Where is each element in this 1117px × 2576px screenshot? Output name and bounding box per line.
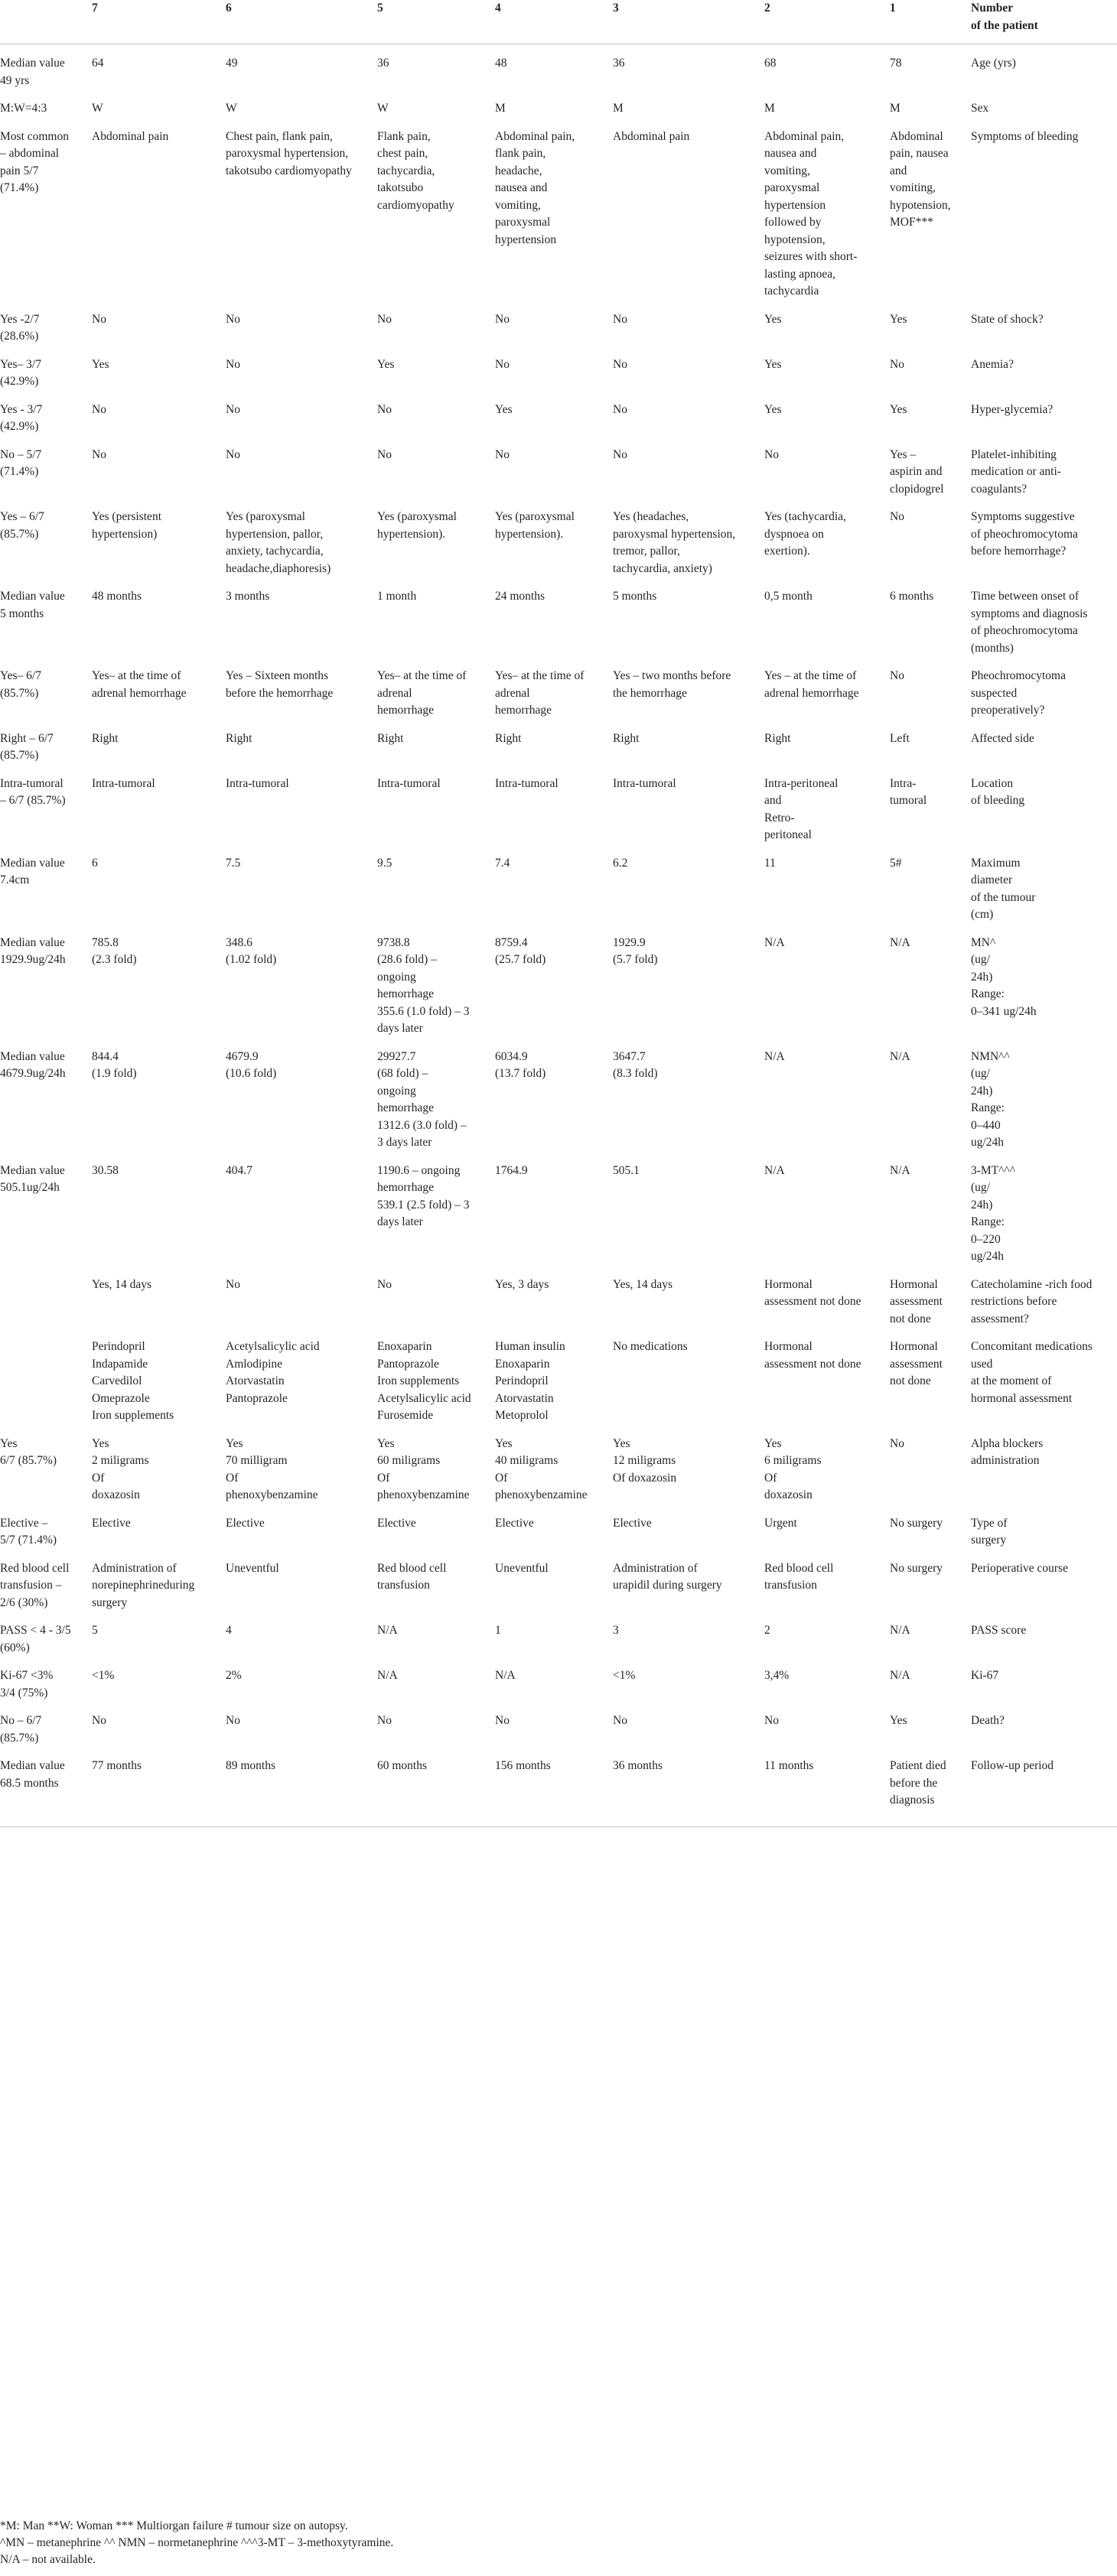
- table-row: [0, 851, 1117, 930]
- patient-value-cell: Yes, 14 days: [92, 1277, 152, 1291]
- patient-value-cell: <1%: [613, 1669, 636, 1682]
- patient-value-cell: 1 month: [377, 590, 417, 603]
- footnotes: [0, 2518, 1117, 2568]
- patient-value-cell: 36 months: [613, 1753, 764, 1826]
- table-row: [0, 124, 1117, 307]
- patient-value-cell: Yes (headaches, paroxysmal hypertension, tremor, pallor, tachycardia, anxiety): [613, 510, 736, 575]
- patient-value-cell: M: [613, 102, 624, 115]
- patient-value-cell: Right: [226, 731, 252, 745]
- header-cell: 6: [226, 0, 377, 44]
- patient-value-cell: 7.5: [226, 856, 241, 870]
- parameter-label-cell: Type of surgery: [971, 1516, 1008, 1547]
- summary-cell: Right – 6/7 (85.7%): [0, 731, 54, 762]
- summary-cell: Elective – 5/7 (71.4%): [0, 1516, 57, 1547]
- patient-value-cell: Yes 60 miligrams Of phenoxybenzamine: [377, 1436, 470, 1501]
- patient-value-cell: No: [92, 447, 106, 461]
- patient-value-cell: Yes 70 milligram Of phenoxybenzamine: [226, 1436, 318, 1501]
- table-header: [0, 0, 1117, 44]
- patient-value-cell: 4: [226, 1624, 232, 1637]
- parameter-label-cell: PASS score: [971, 1624, 1027, 1637]
- patient-value-cell: N/A: [764, 1163, 785, 1177]
- patient-value-cell: Enoxaparin Pantoprazole Iron supplements Acetylsalicylic acid Furosemide: [377, 1340, 471, 1422]
- patient-value-cell: Yes: [890, 1714, 907, 1727]
- summary-cell: Intra-tumoral – 6/7 (85.7%): [0, 776, 66, 807]
- summary-cell: M:W=4:3: [0, 102, 47, 115]
- patient-value-cell: No: [613, 402, 627, 416]
- patient-value-cell: 3: [613, 1624, 619, 1637]
- patient-value-cell: Abdominal pain: [613, 129, 690, 143]
- patient-value-cell: 77 months: [92, 1753, 226, 1826]
- patient-value-cell: N/A: [377, 1624, 398, 1637]
- footnote-not-available: N/A – not available.: [0, 2553, 96, 2566]
- patient-value-cell: Abdominal pain, nausea and vomiting, paroxysmal hypertension followed by hypotension, seizures with short- lasting apnoea, tachycardia: [764, 129, 858, 298]
- patient-value-cell: Uneventful: [226, 1561, 279, 1575]
- summary-cell: [0, 1272, 92, 1335]
- patient-value-cell: Yes 12 miligrams Of doxazosin: [613, 1436, 677, 1485]
- patient-value-cell: Intra-peritoneal and Retro- peritoneal: [764, 776, 839, 841]
- patient-value-cell: No: [890, 669, 904, 682]
- patient-value-cell: 6: [92, 856, 98, 870]
- patient-value-cell: Administration of urapidil during surgery: [613, 1561, 722, 1592]
- patient-value-cell: M: [890, 102, 900, 115]
- summary-cell: Yes– 3/7 (42.9%): [0, 357, 41, 388]
- parameter-label-cell: State of shock?: [971, 312, 1044, 326]
- patient-value-cell: Yes (paroxysmal hypertension, pallor, anxiety, tachycardia, headache,diaphoresis): [226, 510, 331, 575]
- patient-value-cell: No: [377, 312, 392, 326]
- header-cell: 5: [377, 0, 495, 44]
- patient-value-cell: No: [495, 312, 510, 326]
- summary-cell: Ki-67 <3% 3/4 (75%): [0, 1669, 54, 1699]
- parameter-label-cell: Maximum diameter of the tumour (cm): [971, 856, 1036, 921]
- parameter-label-cell: Pheochromocytoma suspected preoperatively?: [971, 669, 1066, 717]
- patient-value-cell: W: [377, 102, 389, 115]
- table-row: [0, 1753, 1117, 1826]
- patient-value-cell: No: [92, 1714, 106, 1727]
- header-row: [0, 0, 1117, 44]
- table-row: [0, 352, 1117, 397]
- patient-value-cell: Abdominal pain, flank pain, headache, nausea and vomiting, paroxysmal hypertension: [495, 129, 575, 246]
- patient-value-cell: 3,4%: [764, 1669, 790, 1682]
- patient-value-cell: M: [764, 102, 775, 115]
- patient-value-cell: 36: [613, 57, 625, 70]
- parameter-label-cell: Symptoms of bleeding: [971, 129, 1079, 143]
- patient-value-cell: N/A: [890, 935, 910, 949]
- patient-value-cell: Yes: [764, 357, 782, 371]
- patient-value-cell: No: [226, 447, 240, 461]
- summary-cell: Yes - 3/7 (42.9%): [0, 402, 43, 433]
- patient-value-cell: Right: [764, 731, 791, 745]
- header-cell: 1: [890, 0, 971, 44]
- parameter-label-cell: Follow-up period: [971, 1753, 1117, 1826]
- patient-value-cell: 5 months: [613, 590, 657, 603]
- patient-value-cell: No: [495, 447, 510, 461]
- patient-value-cell: 0,5 month: [764, 590, 813, 603]
- parameter-label-cell: Affected side: [971, 731, 1034, 745]
- patient-value-cell: Yes: [377, 357, 395, 371]
- patient-value-cell: 5: [92, 1624, 98, 1637]
- summary-cell: Median value 5 months: [0, 590, 65, 620]
- table-row: [0, 1663, 1117, 1708]
- header-cell: 2: [764, 0, 890, 44]
- parameter-label-cell: NMN^^ (ug/ 24h) Range: 0–440 ug/24h: [971, 1049, 1010, 1149]
- patient-value-cell: N/A: [764, 935, 785, 949]
- parameter-label-cell: Concomitant medications used at the moment of hormonal assessment: [971, 1340, 1093, 1405]
- patient-value-cell: Hormonal assessment not done: [890, 1277, 943, 1325]
- patient-value-cell: N/A: [890, 1049, 910, 1063]
- patient-value-cell: Right: [495, 731, 522, 745]
- patient-value-cell: Yes– at the time of adrenal hemorrhage: [377, 669, 467, 717]
- patient-value-cell: Human insulin Enoxaparin Perindopril Atorvastatin Metoprolol: [495, 1340, 565, 1422]
- patient-value-cell: Yes, 3 days: [495, 1277, 549, 1291]
- patient-value-cell: Intra- tumoral: [890, 776, 927, 807]
- table-row: [0, 1511, 1117, 1556]
- patient-value-cell: Yes – at the time of adrenal hemorrhage: [764, 669, 859, 700]
- patient-value-cell: Yes: [764, 312, 782, 326]
- patient-value-cell: 156 months: [495, 1753, 613, 1826]
- patient-value-cell: 2%: [226, 1669, 242, 1682]
- parameter-label-cell: Anemia?: [971, 357, 1014, 371]
- patient-value-cell: Right: [377, 731, 404, 745]
- patient-value-cell: Uneventful: [495, 1561, 549, 1575]
- summary-cell: PASS < 4 - 3/5 (60%): [0, 1624, 71, 1654]
- patient-value-cell: Intra-tumoral: [92, 776, 155, 790]
- summary-cell: Median value 49 yrs: [0, 57, 65, 87]
- summary-cell: Median value 1929.9ug/24h: [0, 935, 66, 966]
- table-row: [0, 397, 1117, 442]
- parameter-label-cell: Death?: [971, 1714, 1005, 1727]
- patient-value-cell: No: [377, 402, 392, 416]
- patient-value-cell: No: [613, 312, 627, 326]
- patient-value-cell: 6 months: [890, 590, 934, 603]
- patient-value-cell: Yes (paroxysmal hypertension).: [495, 510, 575, 541]
- patient-value-cell: Yes– at the time of adrenal hemorrhage: [495, 669, 585, 717]
- patient-value-cell: Yes, 14 days: [613, 1277, 673, 1291]
- footnote-metabolites: ^MN – metanephrine ^^ NMN – normetanephrine ^^^3-MT – 3-methoxytyramine.: [0, 2536, 394, 2549]
- patient-value-cell: No surgery: [890, 1561, 943, 1575]
- patient-value-cell: 24 months: [495, 590, 545, 603]
- patient-value-cell: No: [495, 357, 510, 371]
- table-row: [0, 1158, 1117, 1272]
- parameter-label-cell: 3-MT^^^ (ug/ 24h) Range: 0–220 ug/24h: [971, 1163, 1015, 1263]
- patient-value-cell: Yes – Sixteen months before the hemorrhage: [226, 669, 334, 700]
- patient-value-cell: 3647.7 (8.3 fold): [613, 1049, 658, 1080]
- table-row: [0, 1556, 1117, 1618]
- parameter-label-cell: Perioperative course: [971, 1561, 1068, 1575]
- patient-value-cell: N/A: [890, 1163, 910, 1177]
- patient-value-cell: Perindopril Indapamide Carvedilol Omeprazole Iron supplements: [92, 1340, 174, 1422]
- patient-value-cell: 6034.9 (13.7 fold): [495, 1049, 546, 1080]
- header-cell-summary: [0, 0, 92, 44]
- footnote-abbreviations: *M: Man **W: Woman *** Multiorgan failure # tumour size on autopsy.: [0, 2519, 348, 2532]
- patient-value-cell: Yes – aspirin and clopidogrel: [890, 447, 944, 496]
- patient-value-cell: No: [613, 1714, 627, 1727]
- patient-value-cell: N/A: [764, 1049, 785, 1063]
- patient-value-cell: 6.2: [613, 856, 628, 870]
- header-cell: Number of the patient: [971, 0, 1117, 44]
- summary-cell: Yes– 6/7 (85.7%): [0, 669, 41, 700]
- patient-value-cell: Red blood cell transfusion: [764, 1561, 834, 1592]
- summary-cell: Red blood cell transfusion – 2/6 (30%): [0, 1561, 70, 1609]
- parameter-label-cell: Catecholamine -rich food restrictions before assessment?: [971, 1277, 1093, 1325]
- table-row: [0, 1618, 1117, 1663]
- header-cell: 4: [495, 0, 613, 44]
- patient-value-cell: 2: [764, 1624, 770, 1637]
- patient-value-cell: Urgent: [764, 1516, 797, 1530]
- patient-value-cell: No: [377, 447, 392, 461]
- patient-value-cell: No: [92, 402, 106, 416]
- patient-value-cell: No: [890, 357, 904, 371]
- patient-value-cell: Intra-tumoral: [226, 776, 289, 790]
- patient-value-cell: 48 months: [92, 590, 142, 603]
- parameter-label-cell: Time between onset of symptoms and diagnosis of pheochromocytoma (months): [971, 590, 1088, 655]
- patient-value-cell: <1%: [92, 1669, 115, 1682]
- summary-cell: Median value 4679.9ug/24h: [0, 1049, 66, 1080]
- summary-cell: No – 6/7 (85.7%): [0, 1714, 42, 1745]
- patient-value-cell: No: [92, 312, 106, 326]
- patient-value-cell: 9.5: [377, 856, 392, 870]
- patient-value-cell: Yes – two months before the hemorrhage: [613, 669, 731, 700]
- patient-value-cell: 48: [495, 57, 507, 70]
- patient-value-cell: Yes: [764, 402, 782, 416]
- patient-value-cell: Administration of norepinephrineduring surgery: [92, 1561, 195, 1609]
- patient-value-cell: Acetylsalicylic acid Amlodipine Atorvastatin Pantoprazole: [226, 1340, 320, 1405]
- summary-cell: Yes 6/7 (85.7%): [0, 1436, 57, 1467]
- patient-value-cell: No surgery: [890, 1516, 943, 1530]
- patient-value-cell: 505.1: [613, 1163, 640, 1177]
- patient-value-cell: N/A: [377, 1669, 398, 1682]
- patient-value-cell: 29927.7 (68 fold) – ongoing hemorrhage 1312.6 (3.0 fold) – 3 days later: [377, 1049, 467, 1149]
- patient-value-cell: 844.4 (1.9 fold): [92, 1049, 137, 1080]
- patient-value-cell: 11: [764, 856, 776, 870]
- patient-value-cell: 1: [495, 1624, 501, 1637]
- patient-value-cell: No: [226, 1714, 240, 1727]
- patient-value-cell: 7.4: [495, 856, 510, 870]
- patient-value-cell: No: [226, 357, 240, 371]
- patient-value-cell: W: [226, 102, 237, 115]
- patient-value-cell: Right: [613, 731, 640, 745]
- patient-value-cell: Yes: [92, 357, 109, 371]
- patient-value-cell: 5#: [890, 856, 902, 870]
- patient-value-cell: Intra-tumoral: [377, 776, 441, 790]
- patient-value-cell: N/A: [495, 1669, 516, 1682]
- patient-value-cell: Left: [890, 731, 910, 745]
- summary-cell: Median value 68.5 months: [0, 1753, 92, 1826]
- patient-value-cell: M: [495, 102, 506, 115]
- table-row: [0, 930, 1117, 1044]
- table-row: [0, 726, 1117, 771]
- patient-value-cell: Chest pain, flank pain, paroxysmal hypertension, takotsubo cardiomyopathy: [226, 129, 352, 177]
- patient-value-cell: 60 months: [377, 1753, 495, 1826]
- patient-value-cell: No: [377, 1277, 392, 1291]
- patient-value-cell: No: [764, 1714, 779, 1727]
- patient-value-cell: Red blood cell transfusion: [377, 1561, 447, 1592]
- patient-value-cell: 64: [92, 57, 104, 70]
- patient-value-cell: 8759.4 (25.7 fold): [495, 935, 546, 966]
- patient-value-cell: Patient died before the diagnosis: [890, 1753, 971, 1826]
- table-row: [0, 1272, 1117, 1335]
- table-row: [0, 442, 1117, 505]
- patient-value-cell: No medications: [613, 1340, 688, 1353]
- patient-value-cell: 89 months: [226, 1753, 377, 1826]
- summary-cell: Median value 7.4cm: [0, 856, 65, 886]
- summary-cell: [0, 1334, 92, 1431]
- patient-value-cell: Elective: [613, 1516, 652, 1530]
- parameter-label-cell: Symptoms suggestive of pheochromocytoma before hemorrhage?: [971, 510, 1078, 558]
- patient-value-cell: No: [613, 447, 627, 461]
- patient-value-cell: No: [226, 402, 240, 416]
- patient-value-cell: Elective: [92, 1516, 131, 1530]
- patient-value-cell: Yes 40 miligrams Of phenoxybenzamine: [495, 1436, 588, 1501]
- table-row: [0, 307, 1117, 352]
- header-cell: 3: [613, 0, 764, 44]
- table-row: [0, 1334, 1117, 1431]
- patient-value-cell: N/A: [890, 1624, 910, 1637]
- patient-value-cell: Hormonal assessment not done: [764, 1277, 861, 1308]
- table-row: [0, 96, 1117, 124]
- patient-value-cell: 1764.9: [495, 1163, 528, 1177]
- patient-value-cell: No: [764, 447, 779, 461]
- patient-value-cell: Right: [92, 731, 119, 745]
- summary-cell: No – 5/7 (71.4%): [0, 447, 42, 478]
- parameter-label-cell: Alpha blockers administration: [971, 1436, 1044, 1467]
- table-row: [0, 1431, 1117, 1511]
- summary-cell: Most common – abdominal pain 5/7 (71.4%): [0, 129, 69, 194]
- patient-value-cell: 1190.6 – ongoing hemorrhage 539.1 (2.5 fold) – 3 days later: [377, 1163, 470, 1228]
- header-cell: 7: [92, 0, 226, 44]
- patient-value-cell: No: [613, 357, 627, 371]
- table-row: [0, 44, 1117, 96]
- patient-value-cell: 36: [377, 57, 389, 70]
- patient-value-cell: 30.58: [92, 1163, 119, 1177]
- patient-value-cell: 68: [764, 57, 777, 70]
- patient-value-cell: 3 months: [226, 590, 270, 603]
- patient-value-cell: No: [890, 510, 904, 523]
- table-row: [0, 504, 1117, 584]
- table-row: [0, 663, 1117, 726]
- patient-value-cell: Abdominal pain: [92, 129, 169, 143]
- patient-value-cell: Elective: [495, 1516, 534, 1530]
- patient-value-cell: Yes: [890, 402, 907, 416]
- patient-value-cell: 1929.9 (5.7 fold): [613, 935, 658, 966]
- patient-value-cell: No: [890, 1436, 904, 1450]
- patient-value-cell: No: [226, 1277, 240, 1291]
- patient-value-cell: Elective: [226, 1516, 265, 1530]
- patient-value-cell: 785.8 (2.3 fold): [92, 935, 137, 966]
- patient-value-cell: No: [495, 1714, 510, 1727]
- patient-value-cell: Flank pain, chest pain, tachycardia, takotsubo cardiomyopathy: [377, 129, 454, 212]
- parameter-label-cell: Location of bleeding: [971, 776, 1025, 807]
- patient-value-cell: 404.7: [226, 1163, 252, 1177]
- patient-value-cell: Yes (persistent hypertension): [92, 510, 161, 541]
- patient-value-cell: Intra-tumoral: [613, 776, 676, 790]
- patient-value-cell: Intra-tumoral: [495, 776, 558, 790]
- patient-value-cell: N/A: [890, 1669, 910, 1682]
- table-row: [0, 771, 1117, 851]
- summary-cell: Yes – 6/7 (85.7%): [0, 510, 44, 541]
- patient-value-cell: 11 months: [764, 1753, 890, 1826]
- table-row: [0, 1708, 1117, 1753]
- patient-value-cell: Hormonal assessment not done: [890, 1340, 943, 1387]
- parameter-label-cell: Age (yrs): [971, 57, 1016, 70]
- parameter-label-cell: Ki-67: [971, 1669, 999, 1682]
- patient-value-cell: No: [377, 1714, 392, 1727]
- patient-value-cell: Yes: [890, 312, 907, 326]
- patient-value-cell: Yes– at the time of adrenal hemorrhage: [92, 669, 187, 700]
- patient-value-cell: No: [226, 312, 240, 326]
- patient-value-cell: Yes: [495, 402, 513, 416]
- patient-value-cell: Abdominal pain, nausea and vomiting, hypotension, MOF***: [890, 129, 951, 229]
- table-body: [0, 44, 1117, 1827]
- table-row: [0, 584, 1117, 663]
- patient-value-cell: 4679.9 (10.6 fold): [226, 1049, 277, 1080]
- patient-value-cell: Yes (paroxysmal hypertension).: [377, 510, 457, 541]
- parameter-label-cell: Platelet-inhibiting medication or anti- coagulants?: [971, 447, 1061, 496]
- summary-cell: Yes -2/7 (28.6%): [0, 312, 40, 343]
- parameter-label-cell: Hyper-glycemia?: [971, 402, 1053, 416]
- patient-value-cell: 9738.8 (28.6 fold) – ongoing hemorrhage 355.6 (1.0 fold) – 3 days later: [377, 935, 470, 1035]
- parameter-label-cell: MN^ (ug/ 24h) Range: 0–341 ug/24h: [971, 935, 1037, 1018]
- patient-value-cell: Yes 6 miligrams Of doxazosin: [764, 1436, 822, 1501]
- parameter-label-cell: Sex: [971, 102, 989, 115]
- patient-value-cell: Hormonal assessment not done: [764, 1340, 861, 1371]
- patient-value-cell: 49: [226, 57, 238, 70]
- summary-cell: Median value 505.1ug/24h: [0, 1163, 65, 1194]
- patient-value-cell: 348.6 (1.02 fold): [226, 935, 277, 966]
- patient-value-cell: Yes 2 miligrams Of doxazosin: [92, 1436, 149, 1501]
- table-row: [0, 1044, 1117, 1158]
- patient-value-cell: Yes (tachycardia, dyspnoea on exertion).: [764, 510, 846, 558]
- patient-value-cell: W: [92, 102, 103, 115]
- patient-value-cell: Elective: [377, 1516, 416, 1530]
- patient-value-cell: 78: [890, 57, 902, 70]
